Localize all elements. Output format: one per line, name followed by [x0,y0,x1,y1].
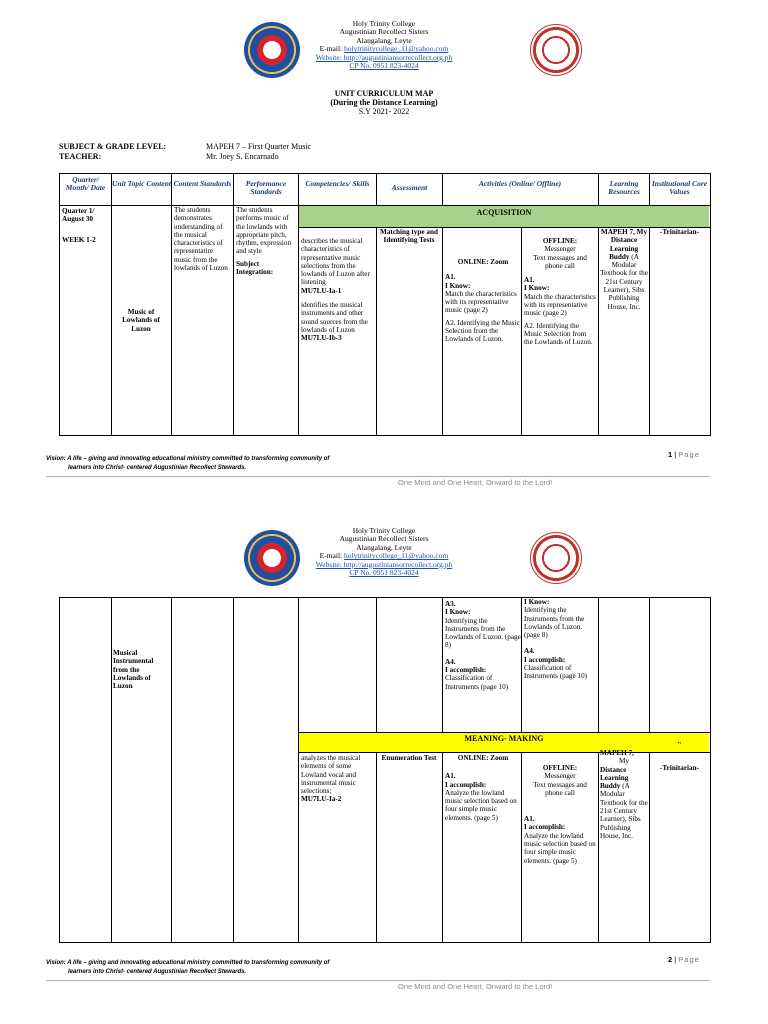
week: WEEK 1-2 [62,236,96,244]
website-link[interactable]: http://augustiniansorrecollect.org.ph [343,559,453,569]
email-link[interactable]: holytrinitycollege_11@yahoo.com [344,44,449,54]
subject-label: SUBJECT & GRADE LEVEL: [59,142,167,151]
online-activities: ONLINE: Zoom A1. I Know: Match the characteristics with its representative music (page 2) A2. Identifying the Music Selection from the Lowlands of Luzon. [445,258,520,344]
col-header-performance-standards: Performance Standards [245,179,287,197]
motto: One Mind and One Heart, Onward to the Lord! [398,982,553,991]
offline-activities-continued: I Know: Identifying the Instruments from the Lowlands of Luzon. (page 8) A4. I accomplish: Classification of Instruments (page 10) [524,598,588,681]
website-link[interactable]: http://augustiniansorrecollect.org.ph [343,52,453,62]
quarter-date: Quarter 1/ August 30 [62,207,95,224]
competency-code-2: MU7LU-Ib-3 [301,334,342,343]
meaning-making-band: MEANING- MAKING [299,733,709,752]
page-number-1: 1 | Page [668,450,700,459]
page-number-2: 2 | Page [668,955,700,964]
col-header-content-standards: Content Standards [173,179,232,188]
competency-code-1: MU7LU-Ia-1 [301,286,342,295]
online-activities: ONLINE: Zoom A1. I accomplish: Analyze the lowland music selection based on four simple music elements. (page 5) [445,754,517,822]
col-header-resources: Learning Resources [608,179,640,197]
school-website: Website: http://augustiniansorrecollect.org.ph [315,559,453,569]
online-activities-continued: A3. I Know: Identifying the Instruments from the Lowlands of Luzon. (page 8) A4. I accomplish: Classification of Instruments (page 10) [445,600,521,691]
competencies: analyzes the musical elements of some Lowland vocal and instrumental music selections; MU7LU-Ia-2 [301,754,375,804]
offline-activities: OFFLINE: Messenger Text messages and phone call A1. I Know: Match the characteristics with its representative music (page 2) A2. Identifying the Music Selection from the Lowlands of Luzon. [524,237,596,347]
unit-topic: Music of Lowlands of Luzon [122,308,160,333]
school-sisters: Augustinian Recollect Sisters [339,534,429,544]
school-name: Holy Trinity College [352,526,416,535]
col-header-quarter: Quarter/ Month/ Date [65,175,106,193]
school-cp: CP No. 0951 823-4024 [349,568,419,578]
core-value-marks: " [677,741,682,749]
school-email: E-mail: holytrinitycollege_11@yahoo.com [319,551,449,561]
content-standard: The students demonstrates understanding of the musical characteristics of representatire music from the lowlands of Luzon [174,206,228,273]
learning-resources: MAPEH 7, My Distance Learning Buddy (A Modular Textbook for the 21st Century Learner), Sibs Publishing House, Inc. [600,749,648,840]
performance-standard: The students performs music of the lowlands with appropriate pitch, rhythm, expression and style Subject Integration: [236,206,297,276]
col-header-competencies: Competencies/ Skills [305,179,370,188]
school-email: E-mail: holytrinitycollege_11@yahoo.com [319,44,449,54]
school-sisters: Augustinian Recollect Sisters [339,27,429,37]
teacher-value: Mr. Joey S. Encarnado [206,152,279,161]
col-header-topic: Unit Topic Content [112,179,171,188]
subject-integration: Subject Integration: [236,259,274,277]
letterhead [0,20,768,70]
offline-activities: OFFLINE: Messenger Text messages and phone call A1. I accomplish: Analyze the lowland music selection based on four simple music elements. (page 5) [524,764,596,865]
school-name: Holy Trinity College [352,19,416,28]
document-title: UNIT CURRICULUM MAP (During the Distance Learning) [330,89,438,107]
acquisition-band: ACQUISITION [299,206,709,227]
competency-code: MU7LU-Ia-2 [301,795,342,804]
motto: One Mind and One Heart, Onward to the Lord! [398,478,553,487]
core-value: -Trinitarian- [660,228,699,236]
teacher-label: TEACHER: [59,152,102,161]
subject-value: MAPEH 7 – First Quarter Music [206,142,312,151]
col-header-assessment: Assessment [391,183,428,192]
school-website: Website: http://augustiniansorrecollect.org.ph [315,52,453,62]
page-2 [0,512,768,1024]
school-address: Alangalang, Leyte [356,35,412,45]
school-year: S.Y 2021- 2022 [358,107,410,116]
school-cp: CP No. 0951 823-4024 [349,61,419,71]
col-header-core-values: Institutional Core Values [651,179,708,197]
unit-topic: Musical Instrumental from the Lowlands of Luzon [113,649,154,691]
learning-resources: MAPEH 7, My Distance Learning Buddy (A Modular Textbook for the 21st Century Learner), Sibs Publishing House, Inc. [600,228,648,311]
assessment: Enumeration Test [381,754,437,762]
vision-statement: Vision: A life – giving and innovating educational ministry committed to transforming community of learners into Christ- centered Augustinian Recollect Stewards. [46,960,330,975]
col-header-activities: Activities (Online/ Offline) [478,179,562,188]
assessment: Matching type and Identifying Tests [380,228,438,245]
vision-statement: Vision: A life – giving and innovating educational ministry committed to transforming community of learners into Christ- centered Augustinian Recollect Stewards. [46,456,330,471]
school-address: Alangalang, Leyte [356,542,412,552]
letterhead [0,527,768,577]
competencies: describes the musical characteristics of representative music selections from the lowlands of Luzon after listening MU7LU-Ia-1 identifies the musical instruments and other sound sources from the lowlands of Luzon MU7LU-Ib-3 [301,237,375,343]
email-link[interactable]: holytrinitycollege_11@yahoo.com [344,551,449,561]
core-value: -Trinitarian- [660,764,699,772]
